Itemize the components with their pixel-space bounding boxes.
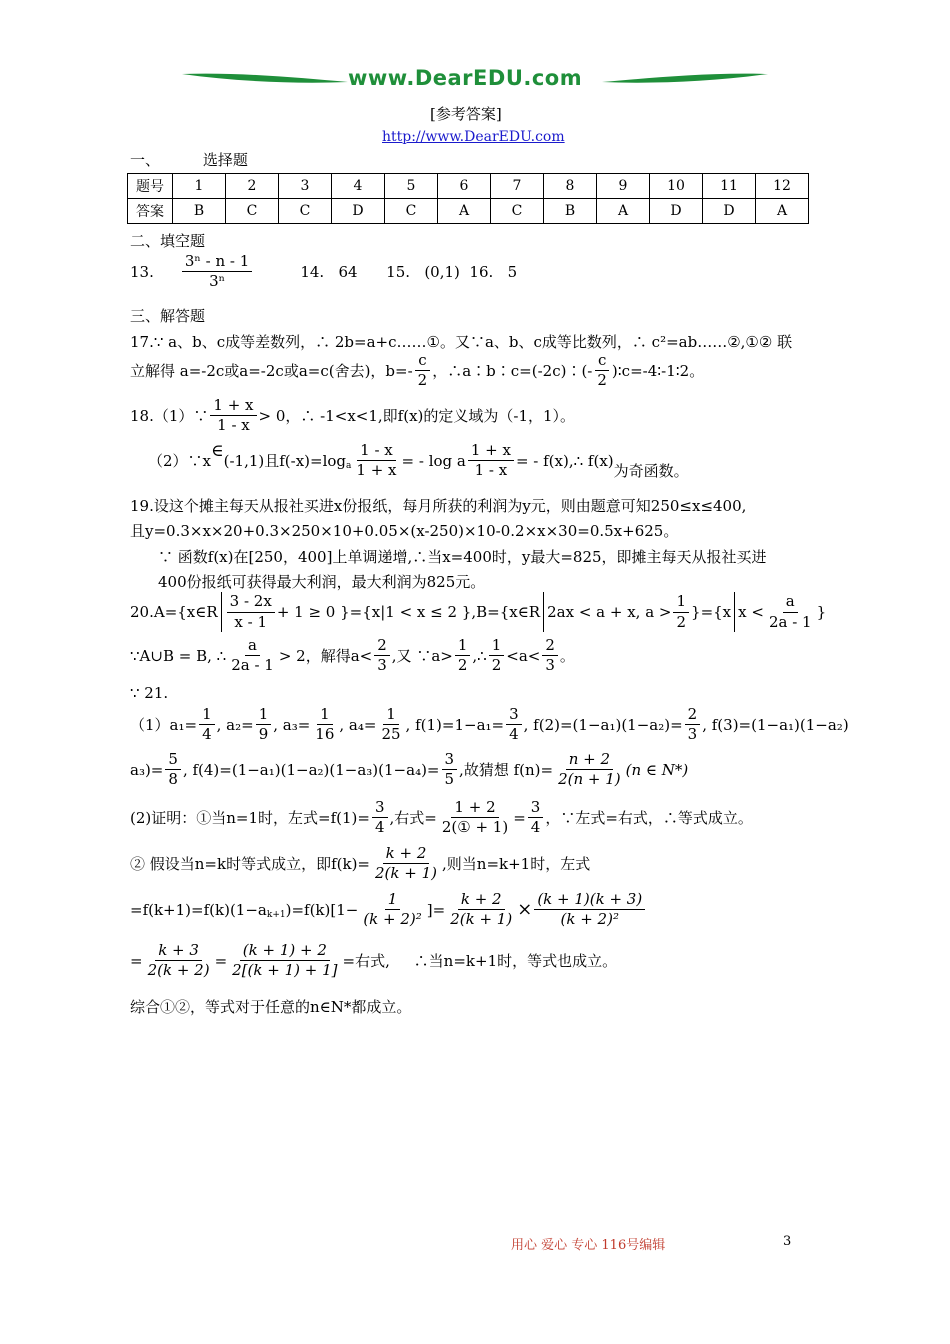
fraction-denominator: 2 [491, 656, 502, 675]
right-swoosh-icon [600, 68, 770, 90]
q20-text-j: ,∴ [472, 646, 487, 665]
fraction-numerator: 3 [372, 799, 388, 818]
fraction-denominator: 3ⁿ [209, 272, 226, 291]
table-cell: D [703, 199, 756, 224]
q20-fraction-8 [542, 637, 558, 675]
fraction-numerator: 1 [673, 593, 689, 612]
fraction-denominator: 2(① + 1) [441, 818, 509, 837]
q13-fraction [182, 253, 252, 291]
fraction-numerator: 2 [542, 637, 558, 656]
fraction-numerator: c [595, 352, 609, 371]
q21-text: （1）a₁= [130, 716, 198, 735]
table-cell: C [491, 199, 544, 224]
q21-text: ]= [426, 900, 446, 919]
fraction-denominator: 3 [377, 656, 387, 675]
q18-part1 [130, 397, 575, 435]
q20-text-g: ∵A∪B = B, ∴ [130, 646, 227, 665]
fraction-numerator: k + 3 [155, 942, 202, 961]
fraction-numerator: 5 [165, 751, 181, 770]
q21-fraction [685, 706, 701, 744]
q21-heading: ∵ 21. [130, 684, 169, 702]
fraction-numerator: 1 [489, 637, 505, 656]
fraction-denominator: 2a - 1 [231, 656, 274, 675]
q21-text: ,则当n=k+1时，左式 [442, 855, 591, 874]
table-cell: 2 [226, 174, 279, 199]
q21-fraction [165, 751, 181, 789]
table-row [128, 199, 809, 224]
table-cell: 1 [173, 174, 226, 199]
q21-fraction [555, 751, 624, 789]
q20-line2 [130, 637, 575, 675]
q19-line3: ∵ 函数f(x)在[250，400]上单调递增,∴当x=400时，y最大=825，即摊主每天从报社买进 [158, 548, 767, 566]
table-cell: C [279, 199, 332, 224]
fraction-denominator: 2 [457, 656, 468, 675]
q21-text: ，∵左式=右式，∴等式成立。 [545, 809, 753, 828]
q18-text-b: > 0，∴ -1<x<1,即f(x)的定义域为（-1，1）。 [258, 407, 576, 426]
fraction-denominator: 2 [676, 612, 687, 631]
q20-text-d: }={x [691, 603, 732, 621]
fraction-denominator: 1 - x [217, 416, 250, 435]
fraction-numerator: 1 + x [468, 442, 514, 461]
fraction-numerator: 3 [442, 751, 458, 770]
q14-16-answers: 14. 64 15. (0,1) 16. 5 [300, 262, 518, 281]
fraction-denominator: 1 - x [474, 461, 508, 480]
q20-fraction-2 [673, 593, 689, 631]
subscript: k+1 [266, 909, 286, 920]
q21-fraction [528, 799, 544, 837]
fraction-numerator: 3 [506, 706, 522, 725]
q17-line2 [130, 352, 704, 390]
site-link[interactable]: http://www.DearEDU.com [382, 129, 565, 145]
q18-fraction-2 [353, 442, 399, 480]
q21-text: ② 假设当n=k时等式成立，即f(k)= [130, 855, 371, 874]
q21-text: ,故猜想 f(n)= [459, 761, 554, 780]
q18-text-c: （2）∵x [148, 452, 212, 471]
set-bar [221, 592, 222, 632]
row-label: 答案 [128, 199, 173, 224]
q21-text: (2)证明：①当n=1时，左式=f(1)= [130, 809, 370, 828]
table-cell: 7 [491, 174, 544, 199]
q21-text: = [214, 951, 228, 970]
row-label: 题号 [128, 174, 173, 199]
fraction-numerator: c [415, 352, 429, 371]
q21-fraction [378, 706, 403, 744]
table-cell: C [385, 199, 438, 224]
table-cell: 11 [703, 174, 756, 199]
q21-line4 [130, 845, 590, 883]
table-cell: B [173, 199, 226, 224]
fraction-denominator: 4 [509, 725, 519, 744]
q21-text: × [517, 899, 533, 921]
table-cell: B [544, 199, 597, 224]
q21-fraction [312, 706, 337, 744]
q21-text: a₃)= [130, 760, 164, 779]
fraction-numerator: k + 2 [458, 891, 505, 910]
fraction-denominator: 4 [530, 818, 541, 837]
q20-line1 [130, 592, 826, 632]
fraction-denominator: 2(n + 1) [558, 770, 621, 789]
fraction-denominator: (k + 2)² [560, 910, 619, 929]
q21-fraction [439, 799, 511, 837]
table-cell: 8 [544, 174, 597, 199]
fraction-numerator: (k + 1) + 2 [240, 942, 330, 961]
q21-fraction [372, 799, 388, 837]
fraction-denominator: (k + 2)² [363, 910, 422, 929]
q19-line4: 400份报纸可获得最大利润，最大利润为825元。 [158, 573, 486, 591]
fraction-numerator: 1 [455, 637, 471, 656]
q21-text: =右式, ∴当n=k+1时，等式也成立。 [342, 952, 618, 971]
fraction-numerator: 1 [317, 706, 333, 725]
section-fill-heading: 二、填空题 [130, 232, 206, 250]
fraction-numerator: 1 - x [357, 442, 396, 461]
fraction-denominator: 8 [168, 770, 178, 789]
fraction-numerator: a [783, 593, 798, 612]
q17-line1: 17.∵ a、b、c成等差数列，∴ 2b=a+c……①。又∵a、b、c成等比数列，∴ c²=ab……②,①② 联 [130, 333, 793, 351]
q21-text: , f(1)=1−a₁= [405, 715, 505, 734]
table-cell: C [226, 199, 279, 224]
q21-fraction [447, 891, 515, 929]
q17-text-a: 立解得 a=-2c或a=-2c或a=c(舍去)，b=- [130, 362, 413, 381]
q21-fraction [372, 845, 440, 883]
table-cell: 10 [650, 174, 703, 199]
q20-fraction-4 [228, 637, 277, 675]
q20-text-e: x < [738, 603, 764, 621]
q20-fraction-3 [766, 593, 815, 631]
q21-text: (n ∈ N*) [625, 760, 689, 779]
table-cell: 12 [756, 174, 809, 199]
q13-label: 13. [130, 262, 154, 281]
q21-fraction [229, 942, 340, 980]
fraction-denominator: 5 [444, 770, 455, 789]
table-row [128, 174, 809, 199]
left-swoosh-icon [180, 68, 350, 90]
q21-fraction [256, 706, 272, 744]
q21-fraction [534, 891, 645, 929]
q20-text-h: > 2，解得a< [278, 647, 373, 666]
fraction-denominator: 2(k + 2) [147, 961, 210, 980]
q20-text-f: } [816, 603, 827, 621]
element-of-symbol: ∈ [211, 440, 224, 461]
q21-fraction [145, 942, 213, 980]
fraction-numerator: 2 [685, 706, 701, 725]
fraction-numerator: 3ⁿ - n - 1 [182, 253, 252, 272]
table-cell: 6 [438, 174, 491, 199]
q21-fraction [442, 751, 458, 789]
fraction-numerator: k + 2 [383, 845, 430, 864]
q18-fraction-3 [468, 442, 514, 480]
section-solve-heading: 三、解答题 [130, 307, 206, 325]
table-cell: 4 [332, 174, 385, 199]
q21-text: = [513, 808, 526, 827]
fraction-numerator: 3 [528, 799, 544, 818]
fraction-denominator: x - 1 [234, 612, 268, 631]
page-title: [参考答案] [430, 105, 502, 123]
q19-line1: 19.设这个摊主每天从报社买进x份报纸，每月所获的利润为y元，则由题意可知250≤x≤400, [130, 497, 747, 515]
fraction-denominator: 2a - 1 [768, 612, 812, 631]
table-cell: D [650, 199, 703, 224]
q21-text: )=f(k)[1− [285, 900, 359, 919]
fraction-denominator: 2(k + 1) [450, 910, 513, 929]
table-cell: A [756, 199, 809, 224]
section-choice-heading: 一、 选择题 [130, 151, 248, 169]
q21-line2 [130, 751, 688, 789]
q20-text-b: + 1 ≥ 0 }={x|1 < x ≤ 2 },B={x∈R [276, 603, 541, 621]
fraction-denominator: 3 [545, 656, 555, 675]
q21-text: , a₄= [339, 715, 377, 734]
fraction-numerator: 2 [374, 637, 390, 656]
q17-text-c: )∶c=-4∶-1∶2。 [611, 362, 705, 381]
q18-text-d: (-1,1)且f(-x)=log [223, 452, 347, 471]
fraction-denominator: 2 [597, 371, 607, 390]
q18-text-e: = - log a [401, 451, 466, 470]
fraction-numerator: n + 2 [566, 751, 613, 770]
q20-fraction-5 [374, 637, 390, 675]
q20-fraction [227, 593, 275, 631]
q21-line6 [130, 942, 617, 980]
q20-text-c: 2ax < a + x, a > [547, 603, 672, 621]
q21-line5 [130, 891, 647, 929]
fraction-denominator: 9 [258, 725, 269, 744]
q18-text-a: 18.（1）∵ [130, 407, 209, 426]
q21-text: , a₂= [216, 715, 254, 734]
fraction-numerator: 1 [256, 706, 272, 725]
fraction-denominator: 16 [315, 725, 335, 744]
fraction-denominator: 3 [687, 725, 698, 744]
q18-text-f: = - f(x),∴ f(x) [515, 451, 614, 470]
q20-text-k: <a< [506, 646, 541, 665]
fraction-denominator: 2 [417, 371, 428, 390]
fraction-numerator: a [245, 637, 260, 656]
fraction-denominator: 4 [202, 725, 212, 744]
table-cell: D [332, 199, 385, 224]
q18-part2 [148, 442, 689, 480]
set-bar [734, 592, 735, 632]
fraction-denominator: 25 [381, 725, 401, 744]
fraction-numerator: 1 [385, 891, 401, 910]
page-number: 3 [783, 1234, 792, 1249]
fraction-denominator: 1 + x [356, 461, 397, 480]
fraction-numerator: (k + 1)(k + 3) [534, 891, 645, 910]
q21-conclusion: 综合①②，等式对于任意的n∈N*都成立。 [130, 998, 412, 1016]
q20-text-i: ,又 ∵a> [391, 647, 453, 666]
fraction-denominator: 2[(k + 1) + 1] [232, 961, 338, 980]
q21-text: , f(3)=(1−a₁)(1−a₂) [702, 715, 849, 734]
q21-line1 [130, 706, 849, 744]
fraction-numerator: 1 [199, 706, 215, 725]
brand-logo-text: www.DearEDU.com [348, 66, 583, 90]
q21-fraction [199, 706, 215, 744]
q17-fraction-2 [594, 352, 610, 390]
fraction-numerator: 1 + 2 [451, 799, 498, 818]
fraction-numerator: 1 [383, 706, 399, 725]
table-cell: 3 [279, 174, 332, 199]
q21-line3 [130, 799, 753, 837]
q21-text: , f(4)=(1−a₁)(1−a₂)(1−a₃)(1−a₄)= [182, 760, 440, 779]
q21-text: , f(2)=(1−a₁)(1−a₂)= [523, 715, 683, 734]
fraction-numerator: 3 - 2x [227, 593, 275, 612]
q20-fraction-7 [489, 637, 505, 675]
q17-text-b: ，∴a∶b∶c=(-2c)∶(- [432, 362, 593, 381]
q20-fraction-6 [455, 637, 471, 675]
q18-text-g: 为奇函数。 [613, 462, 689, 481]
q18-fraction [210, 397, 256, 435]
q21-text: ,右式= [389, 809, 437, 828]
fill-answers [130, 253, 517, 291]
q17-fraction [415, 352, 431, 390]
q21-fraction [506, 706, 522, 744]
q21-text: , a₃= [273, 715, 311, 734]
q21-fraction [360, 891, 424, 929]
answer-table [127, 173, 809, 224]
q19-line2: 且y=0.3×x×20+0.3×250×10+0.05×(x-250)×10-0.2×x×30=0.5x+625。 [130, 522, 679, 540]
fraction-numerator: 1 + x [210, 397, 256, 416]
q20-text-a: 20.A={x∈R [130, 603, 218, 621]
log-base: a [346, 460, 352, 471]
set-bar [543, 592, 544, 632]
q21-text: =f(k+1)=f(k)(1−a [130, 900, 267, 919]
fraction-denominator: 2(k + 1) [375, 864, 438, 883]
fraction-denominator: 4 [374, 818, 385, 837]
q20-text-l: 。 [559, 647, 575, 666]
footer-slogan: 用心 爱心 专心 116号编辑 [511, 1238, 666, 1253]
table-cell: 9 [597, 174, 650, 199]
table-cell: A [438, 199, 491, 224]
table-cell: 5 [385, 174, 438, 199]
q21-text: = [130, 951, 143, 970]
table-cell: A [597, 199, 650, 224]
